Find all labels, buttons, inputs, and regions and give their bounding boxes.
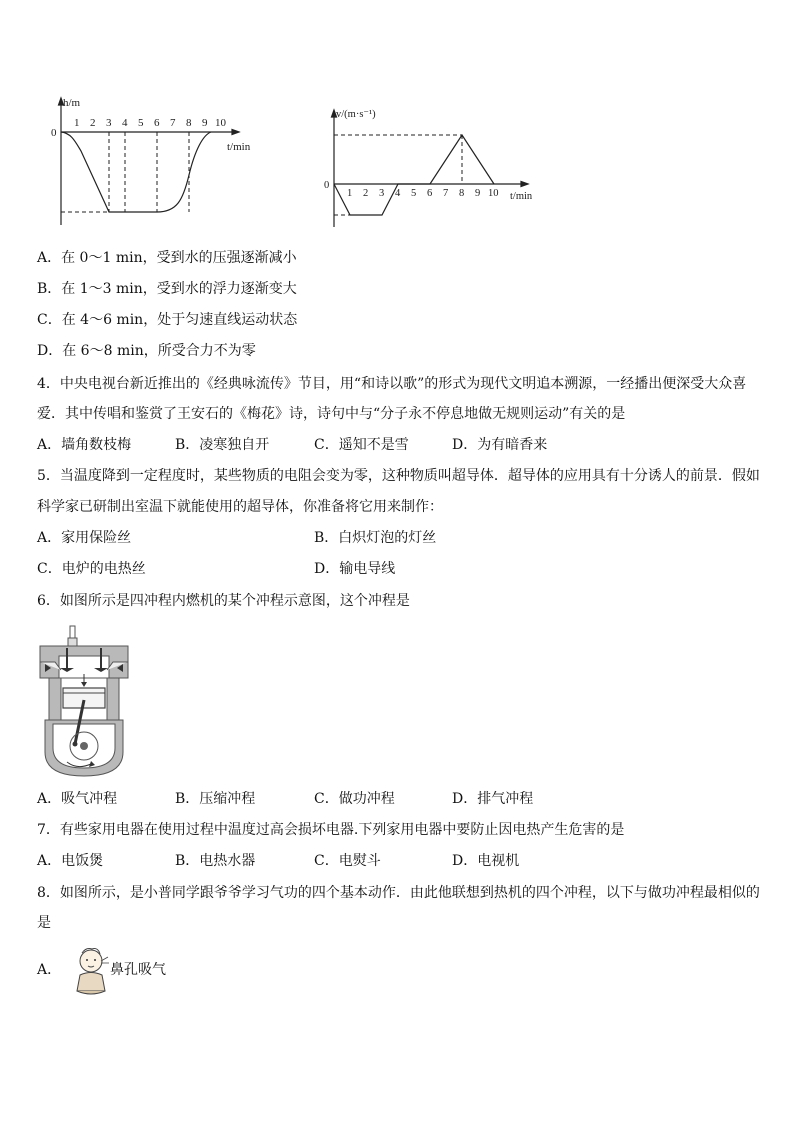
q5-option-a[interactable]: A．家用保险丝 [37, 530, 132, 546]
q4-option-c[interactable]: C．遥知不是雪 [314, 437, 409, 453]
q5-stem-line1: 5．当温度降到一定程度时，某些物质的电阻会变为零，这种物质叫超导体．超导体的应用具有十分诱人的前景．假如 [37, 468, 760, 484]
q8-option-a-caption: 鼻孔吸气 [110, 962, 166, 978]
v-graph-origin: 0 [324, 180, 330, 191]
q5-option-c[interactable]: C．电炉的电热丝 [37, 561, 146, 577]
h-tick: 9 [202, 117, 208, 129]
engine-diagram [37, 624, 132, 779]
h-graph-origin: 0 [51, 127, 57, 139]
h-axis-label: h/m [63, 97, 81, 109]
q3-option-d[interactable]: D．在 6～8 min，所受合力不为零 [37, 343, 256, 359]
v-tick: 9 [475, 188, 481, 199]
q7-option-d[interactable]: D．电视机 [452, 853, 520, 869]
q6-stem: 6．如图所示是四冲程内燃机的某个冲程示意图，这个冲程是 [37, 593, 410, 609]
v-x-axis-label: t/min [510, 191, 533, 202]
v-tick: 3 [379, 188, 385, 199]
q7-option-b[interactable]: B．电热水器 [175, 853, 256, 869]
v-axis-label: v/(m·s⁻¹) [336, 109, 376, 120]
h-tick: 4 [122, 117, 128, 129]
v-tick: 7 [443, 188, 449, 199]
q4-stem-line1: 4．中央电视台新近推出的《经典咏流传》节目，用“和诗以歌”的形式为现代文明追本溯源，一经播出便深受大众喜 [37, 376, 747, 392]
v-tick: 5 [411, 188, 417, 199]
q8-stem-line2: 是 [37, 915, 51, 931]
q7-option-c[interactable]: C．电熨斗 [314, 853, 381, 869]
depth-time-graph [45, 95, 260, 230]
q3-option-c[interactable]: C．在 4～6 min，处于匀速直线运动状态 [37, 312, 298, 328]
h-tick: 1 [74, 117, 80, 129]
q7-option-a[interactable]: A．电饭煲 [37, 853, 104, 869]
h-x-axis-label: t/min [227, 141, 251, 153]
q5-stem-line2: 科学家已研制出室温下就能使用的超导体，你准备将它用来制作： [37, 499, 443, 515]
q4-option-d[interactable]: D．为有暗香来 [452, 437, 548, 453]
h-tick: 2 [90, 117, 96, 129]
v-tick: 8 [459, 188, 465, 199]
q4-option-b[interactable]: B．凌寒独自开 [175, 437, 270, 453]
v-tick: 10 [488, 188, 499, 199]
q4-option-a[interactable]: A．墙角数枝梅 [37, 437, 132, 453]
velocity-time-graph [318, 103, 543, 233]
depth-curve [61, 132, 211, 212]
v-tick: 6 [427, 188, 433, 199]
q3-option-b[interactable]: B．在 1～3 min，受到水的浮力逐渐变大 [37, 281, 297, 297]
h-tick: 7 [170, 117, 176, 129]
v-tick: 1 [347, 188, 353, 199]
v-tick: 2 [363, 188, 369, 199]
h-tick: 5 [138, 117, 144, 129]
q6-option-c[interactable]: C．做功冲程 [314, 791, 395, 807]
q6-option-a[interactable]: A．吸气冲程 [37, 791, 118, 807]
q8-option-a-label[interactable]: A． [37, 962, 62, 978]
q7-stem: 7．有些家用电器在使用过程中温度过高会损坏电器.下列家用电器中要防止因电热产生危害的是 [37, 822, 625, 838]
q3-option-a[interactable]: A．在 0～1 min，受到水的压强逐渐减小 [37, 250, 297, 266]
h-tick: 3 [106, 117, 112, 129]
h-tick: 6 [154, 117, 160, 129]
velocity-line [334, 135, 494, 215]
v-tick: 4 [395, 188, 401, 199]
boy-breathing-icon [74, 945, 112, 997]
q8-stem-line1: 8．如图所示，是小普同学跟爷爷学习气功的四个基本动作．由此他联想到热机的四个冲程，以下与做功冲程最相似的 [37, 885, 760, 901]
q5-option-b[interactable]: B．白炽灯泡的灯丝 [314, 530, 437, 546]
q6-option-b[interactable]: B．压缩冲程 [175, 791, 256, 807]
q5-option-d[interactable]: D．输电导线 [314, 561, 396, 577]
h-tick: 8 [186, 117, 192, 129]
h-tick: 10 [215, 117, 226, 129]
q4-stem-line2: 爱．其中传唱和鉴赏了王安石的《梅花》诗，诗句中与“分子永不停息地做无规则运动”有关的是 [37, 406, 626, 422]
q6-option-d[interactable]: D．排气冲程 [452, 791, 534, 807]
